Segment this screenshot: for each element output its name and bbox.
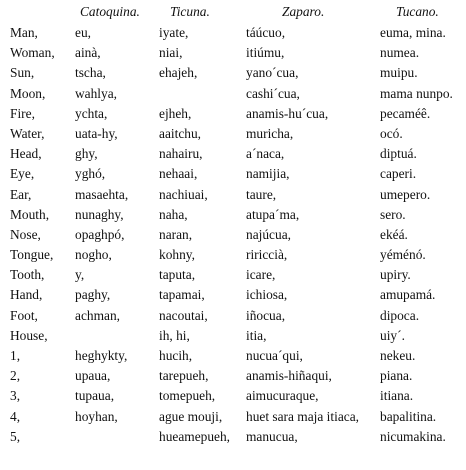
- table-row: [0, 225, 466, 245]
- table-row: [0, 104, 466, 124]
- english-word: 2,: [10, 368, 21, 384]
- zaparo-word: táúcuo,: [246, 25, 286, 40]
- tucano-word: nicumakina.: [380, 428, 446, 444]
- zaparo-word: aimucuraque,: [246, 388, 319, 404]
- ticuna-word: aaitchu,: [159, 125, 202, 141]
- zaparo-word: manucua,: [246, 428, 298, 444]
- english-word: Mouth,: [10, 206, 50, 222]
- english-word: 5,: [10, 428, 21, 444]
- table-row: [0, 386, 466, 406]
- table-row: [0, 124, 466, 144]
- english-word: Woman,: [10, 45, 55, 61]
- tucano-word: piana.: [380, 368, 413, 384]
- zaparo-word: cashi´cua,: [246, 85, 300, 101]
- catoquina-word: wahlya,: [75, 85, 118, 101]
- english-word: Tooth,: [10, 267, 45, 283]
- zaparo-word: najúcua,: [246, 226, 291, 242]
- table-row: [0, 407, 466, 427]
- english-word: 1,: [10, 348, 21, 363]
- zaparo-word: nucua´qui,: [246, 348, 303, 363]
- table-row: [0, 427, 466, 447]
- column-header-tucano: Tucano.: [396, 4, 439, 19]
- zaparo-word: ririccià,: [246, 247, 288, 263]
- ticuna-word: nachiuai,: [159, 186, 208, 202]
- catoquina-word: hoyhan,: [75, 408, 118, 424]
- tucano-word: itiana.: [380, 388, 414, 404]
- catoquina-word: ghy,: [75, 146, 98, 162]
- zaparo-word: itia,: [246, 327, 267, 343]
- tucano-word: diptuá.: [380, 146, 417, 162]
- english-word: Man,: [10, 25, 38, 40]
- zaparo-word: namijia,: [246, 166, 290, 182]
- english-word: Hand,: [10, 287, 43, 303]
- tucano-word: numea.: [380, 45, 420, 61]
- zaparo-word: anamis-hiñaqui,: [246, 368, 332, 384]
- table-row: [0, 63, 466, 83]
- ticuna-word: naha,: [159, 206, 188, 222]
- zaparo-word: a´naca,: [246, 146, 285, 162]
- catoquina-word: achman,: [75, 307, 120, 323]
- catoquina-word: ychta,: [75, 105, 108, 121]
- tucano-word: ocó.: [380, 125, 403, 141]
- english-word: Sun,: [10, 65, 35, 81]
- english-word: Ear,: [10, 186, 32, 202]
- english-word: Head,: [10, 146, 42, 162]
- catoquina-word: yghó,: [75, 166, 106, 182]
- english-word: 3,: [10, 388, 21, 404]
- ticuna-word: ih, hi,: [159, 327, 190, 343]
- table-row: [0, 43, 466, 63]
- tucano-word: euma, mina.: [380, 25, 446, 40]
- ticuna-word: ehajeh,: [159, 65, 198, 81]
- ticuna-word: tarepueh,: [159, 368, 209, 384]
- ticuna-word: kohny,: [159, 247, 195, 263]
- zaparo-word: huet sara maja itiaca,: [246, 408, 360, 424]
- zaparo-word: anamis-hu´cua,: [246, 105, 329, 121]
- table-row: [0, 366, 466, 386]
- table-row: [0, 84, 466, 104]
- tucano-word: upiry.: [380, 267, 411, 283]
- english-word: Nose,: [10, 226, 41, 242]
- table-row: [0, 164, 466, 184]
- ticuna-word: tapamai,: [159, 287, 205, 303]
- table-row: [0, 205, 466, 225]
- english-word: Foot,: [10, 307, 38, 323]
- ticuna-word: nacoutai,: [159, 307, 208, 323]
- zaparo-word: yano´cua,: [246, 65, 299, 81]
- vocabulary-rows: [0, 23, 466, 447]
- catoquina-word: uata-hy,: [75, 125, 118, 141]
- zaparo-word: icare,: [246, 267, 276, 283]
- tucano-word: pecaméê.: [380, 105, 431, 121]
- catoquina-word: opaghpó,: [75, 226, 125, 242]
- zaparo-word: muricha,: [246, 125, 294, 141]
- tucano-word: amupamá.: [380, 287, 436, 303]
- catoquina-word: paghy,: [75, 287, 111, 303]
- catoquina-word: tupaua,: [75, 388, 115, 404]
- tucano-word: dipoca.: [380, 307, 420, 323]
- table-row: [0, 326, 466, 346]
- ticuna-word: hueamepueh,: [159, 428, 231, 444]
- catoquina-word: y,: [75, 267, 85, 283]
- catoquina-word: tscha,: [75, 65, 106, 81]
- table-row: [0, 245, 466, 265]
- zaparo-word: ichiosa,: [246, 287, 288, 303]
- tucano-word: sero.: [380, 206, 406, 222]
- table-row: [0, 306, 466, 326]
- zaparo-word: atupa´ma,: [246, 206, 300, 222]
- tucano-word: caperi.: [380, 166, 417, 182]
- tucano-word: umepero.: [380, 186, 431, 202]
- table-row: [0, 285, 466, 305]
- ticuna-word: hucih,: [159, 348, 193, 363]
- ticuna-word: ejheh,: [159, 105, 192, 121]
- zaparo-word: itiúmu,: [246, 45, 285, 61]
- ticuna-word: ague mouji,: [159, 408, 223, 424]
- ticuna-word: niai,: [159, 45, 183, 61]
- tucano-word: muipu.: [380, 65, 418, 81]
- english-word: House,: [10, 327, 48, 343]
- tucano-word: bapalitina.: [380, 408, 437, 424]
- catoquina-word: eu,: [75, 25, 91, 40]
- english-word: Tongue,: [10, 247, 54, 263]
- column-header-zaparo: Zaparo.: [282, 4, 325, 19]
- english-word: 4,: [10, 408, 21, 424]
- table-row: [0, 144, 466, 164]
- ticuna-word: nehaai,: [159, 166, 198, 182]
- catoquina-word: nogho,: [75, 247, 112, 263]
- ticuna-word: naran,: [159, 226, 193, 242]
- table-row: [0, 346, 466, 366]
- ticuna-word: tomepueh,: [159, 388, 216, 404]
- english-word: Fire,: [10, 105, 35, 121]
- zaparo-word: taure,: [246, 186, 277, 202]
- catoquina-word: masaehta,: [75, 186, 129, 202]
- english-word: Eye,: [10, 166, 35, 182]
- column-header-ticuna: Ticuna.: [170, 4, 210, 19]
- header-row: [0, 0, 466, 23]
- catoquina-word: upaua,: [75, 368, 111, 384]
- tucano-word: ekéá.: [380, 226, 408, 242]
- tucano-word: mama nunpo.: [380, 85, 453, 101]
- catoquina-word: nunaghy,: [75, 206, 124, 222]
- ticuna-word: iyate,: [159, 25, 189, 40]
- table-row: [0, 265, 466, 285]
- table-row: [0, 185, 466, 205]
- tucano-word: nekeu.: [380, 348, 416, 363]
- tucano-word: yéménó.: [380, 247, 426, 263]
- ticuna-word: nahairu,: [159, 146, 203, 162]
- catoquina-word: heghykty,: [75, 348, 128, 363]
- table-row: [0, 23, 466, 43]
- english-word: Water,: [10, 125, 45, 141]
- column-header-catoquina: Catoquina.: [80, 4, 140, 19]
- catoquina-word: ainà,: [75, 45, 101, 61]
- zaparo-word: iñocua,: [246, 307, 286, 323]
- english-word: Moon,: [10, 85, 46, 101]
- ticuna-word: taputa,: [159, 267, 196, 283]
- tucano-word: uiy´.: [380, 327, 405, 343]
